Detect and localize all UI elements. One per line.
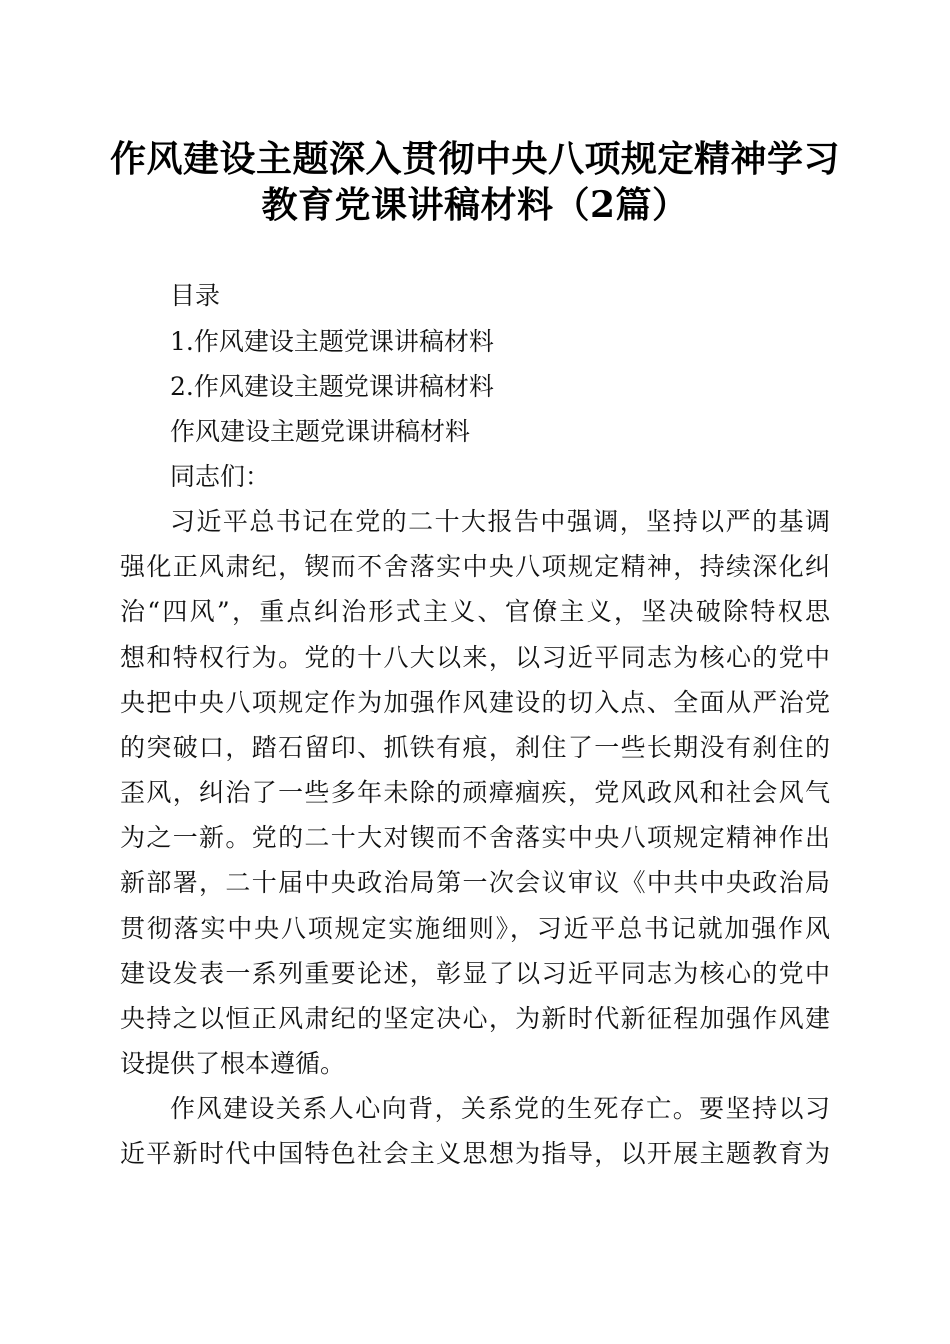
paragraph-1-line: 歪风，纠治了一些多年未除的顽瘴痼疾，党风政风和社会风气 — [120, 778, 830, 807]
toc-heading: 目录 — [170, 281, 221, 310]
paragraph-1-line: 设提供了根本遵循。 — [120, 1049, 346, 1078]
paragraph-1-line: 央把中央八项规定作为加强作风建设的切入点、全面从严治党 — [120, 688, 830, 717]
salutation: 同志们： — [170, 462, 271, 491]
paragraph-1-line: 习近平总书记在党的二十大报告中强调，坚持以严的基调 — [170, 507, 830, 536]
document-title-line-1: 作风建设主题深入贯彻中央八项规定精神学习 — [110, 138, 841, 180]
section-title: 作风建设主题党课讲稿材料 — [170, 417, 471, 446]
paragraph-1-line: 新部署，二十届中央政治局第一次会议审议《中共中央政治局 — [120, 868, 830, 897]
toc-item-2: 2.作风建设主题党课讲稿材料 — [170, 372, 494, 401]
paragraph-1-line: 为之一新。党的二十大对锲而不舍落实中央八项规定精神作出 — [120, 823, 830, 852]
paragraph-1-line: 治“四风”，重点纠治形式主义、官僚主义，坚决破除特权思 — [120, 597, 830, 626]
paragraph-2-line: 作风建设关系人心向背，关系党的生死存亡。要坚持以习 — [170, 1094, 830, 1123]
paragraph-1-line: 强化正风肃纪，锲而不舍落实中央八项规定精神，持续深化纠 — [120, 552, 830, 581]
document-title-line-2: 教育党课讲稿材料（2篇） — [261, 184, 689, 226]
paragraph-1-line: 想和特权行为。党的十八大以来，以习近平同志为核心的党中 — [120, 643, 830, 672]
paragraph-1-line: 央持之以恒正风肃纪的坚定决心，为新时代新征程加强作风建 — [120, 1004, 830, 1033]
paragraph-2-line: 近平新时代中国特色社会主义思想为指导，以开展主题教育为 — [120, 1139, 830, 1168]
toc-item-1: 1.作风建设主题党课讲稿材料 — [170, 327, 494, 356]
paragraph-1-line: 贯彻落实中央八项规定实施细则》，习近平总书记就加强作风 — [120, 914, 830, 943]
paragraph-1-line: 的突破口，踏石留印、抓铁有痕，刹住了一些长期没有刹住的 — [120, 733, 830, 762]
paragraph-1-line: 建设发表一系列重要论述，彰显了以习近平同志为核心的党中 — [120, 959, 830, 988]
